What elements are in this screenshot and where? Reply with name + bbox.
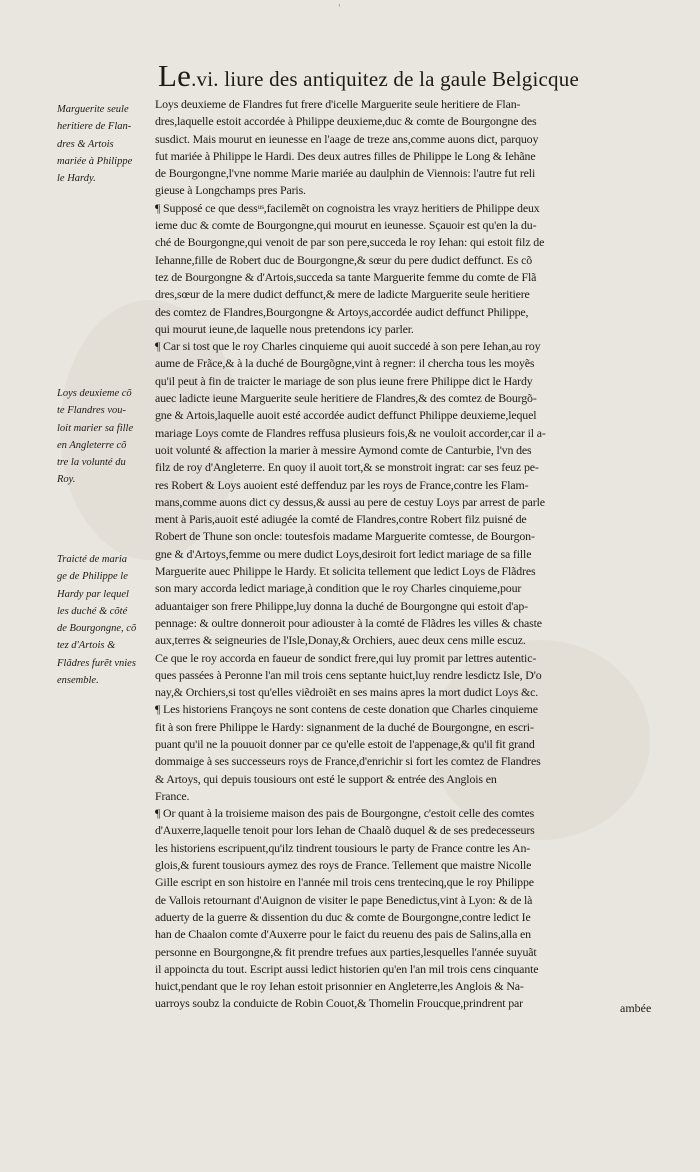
body-line: ché de Bourgongne,qui venoit de par son pere,succeda le roy Iehan: qui estoit filz de (155, 235, 545, 250)
body-line: aume de Frãce,& à la duché de Bourgõgne,vint à regner: il chercha tous les moyẽs (155, 356, 535, 371)
margin-note-line: Traicté de maria (57, 554, 127, 565)
margin-note-line: ge de Philippe le (57, 571, 128, 583)
catchword: ambée (620, 1001, 652, 1015)
body-line: fit à son frere Philippe le Hardy: signanment de la duché de Bourgongne, en escri- (155, 719, 534, 734)
body-line: fut mariée à Philippe le Hardi. Des deux autres filles de Philippe le Long & Iehãne (155, 148, 536, 163)
margin-note-line: dres & Artois (57, 138, 114, 150)
body-line: Robert de Thune son oncle: toutesfois madame Marguerite comtesse, de Bourgon- (155, 529, 535, 544)
body-line: de Vallois retournant d'Auignon de visiter le pape Benedictus,vint à Lyon: & de là (155, 892, 533, 907)
body-line: glois,& furent tousiours aymez des roys de France. Tellement que maistre Nicolle (155, 858, 532, 873)
margin-note-line: te Flandres vou- (57, 405, 127, 417)
body-line: qui mourut ieune,de laquelle nous pretendons icy parler. (155, 321, 414, 336)
body-line: il appoincta du tout. Escript aussi ledict historien qu'en l'an mil trois cens cinquante (155, 961, 539, 976)
margin-note-line: les duché & cõté (57, 605, 128, 617)
body-line: mans,comme auons dict cy dessus,& aussi au pere de cestuy Loys par arrest de parle (155, 494, 545, 509)
running-head-initial: Le (158, 58, 192, 93)
body-line: dres,laquelle estoit accordée à Philippe deuxieme,duc & comte de Bourgongne des (155, 114, 537, 129)
body-line: huict,pendant que le roy Iehan estoit prisonnier en Angleterre,les Anglois & Na- (155, 979, 524, 994)
body-text (155, 96, 677, 1013)
body-line: uarroys soubz la conduicte de Robin Couot,& Thomelin Froucque,prindrent par (155, 996, 523, 1011)
body-line: mariage Loys comte de Flandres reffusa plusieurs fois,& ne vouloit accorder,car il a- (155, 425, 546, 440)
body-line: personne en Bourgongne,& fit prendre trefues aux parties,lesquelles l'année suyuãt (155, 944, 537, 959)
margin-note-line: Roy. (57, 474, 76, 486)
margin-note (57, 385, 153, 489)
body-line: puant qu'il ne la pouuoit donner par ce qu'elle estoit de l'appenage,& qu'il fit grand (155, 736, 535, 751)
body-line: gne & d'Artoys,femme ou mere dudict Loys,desiroit fort ledict mariage de sa fille (155, 546, 532, 561)
body-line: ¶ Or quant à la troisieme maison des pais de Bourgongne, c'estoit celle des comtes (155, 806, 535, 821)
margin-note-line: mariée à Philippe (57, 155, 133, 167)
body-line: filz de roy d'Angleterre. En quoy il auoit tort,& se monstroit ingrat: car ses feuz pe- (155, 460, 539, 475)
body-line: aux,terres & seigneuries de l'Isle,Donay,& Orchiers, auec deux cens mille escuz. (155, 633, 526, 648)
body-line: uoit volunté & affection la marier à messire Aymond comte de Canturbie, l'vn des (155, 442, 532, 457)
body-line: son mary accorda ledict mariage,à condition que le roy Charles cinquieme,pour (155, 581, 522, 596)
body-line: ¶ Car si tost que le roy Charles cinquieme qui auoit succedé à son pere Iehan,au roy (155, 339, 541, 354)
body-line: res Robert & Loys auoient esté deffenduz par les roys de France,contre les Flam- (155, 477, 529, 492)
body-line: dres,sœur de la mere dudict deffunct,& mere de ladicte Marguerite seule heritiere (155, 287, 530, 302)
body-line: ques passées à Peronne l'an mil trois cens septante huict,luy rendre lesdictz Isle, D'o (155, 667, 542, 682)
running-head-title: .vi. liure des antiquitez de la gaule Belgicque (191, 67, 579, 91)
body-line: tez de Bourgongne & d'Artois,succeda sa tante Marguerite femme du comte de Flã (155, 269, 537, 284)
body-line: les historiens escripuent,qu'ilz tindrent tousiours le party de France contre les An- (155, 840, 531, 855)
body-line: ieme duc & comte de Bourgongne,qui mourut en ieunesse. Sçauoir est qu'en la du- (155, 218, 537, 233)
body-line: ¶ Supposé ce que dessᵘˢ,facilemẽt on cognoistra les vrayz heritiers de Philippe deux (155, 200, 540, 215)
body-line: dommaige à ses successeurs roys de France,d'enrichir si fort les comtez de Flandres (155, 754, 541, 769)
margin-note-line: Hardy par lequel (57, 588, 129, 600)
body-line: ¶ Les historiens Françoys ne sont contens de ceste donation que Charles cinquieme (155, 702, 538, 717)
body-line: auec ladicte ieune Marguerite seule heritiere de Flandres,& des comtez de Bourgõ- (155, 391, 537, 406)
body-line: pennage: & oultre donneroit pour adiouster à la comté de Flãdres les villes & chaste (155, 615, 542, 630)
body-line: des comtez de Flandres,Bourgongne & Artoys,accordée audict deffunct Philippe, (155, 304, 529, 319)
margin-note-line: tre la volunté du (57, 457, 126, 469)
margin-note-line: le Hardy. (57, 173, 96, 185)
edge-mark: ' (338, 4, 341, 14)
body-line: ment à Paris,auoit esté adiugée la comté de Flandres,contre Robert filz puisné de (155, 512, 527, 527)
margin-note-line: Marguerite seule (57, 104, 129, 115)
body-line: qu'il peut à fin de traicter le mariage de son plus ieune frere Philippe dict le Hardy (155, 373, 533, 388)
margin-note-line: en Angleterre cõ (57, 439, 127, 451)
body-line: Ce que le roy accorda en faueur de sondict frere,qui luy promit par lettres autentic- (155, 650, 537, 665)
body-line: de Bourgongne,l'vne nomme Marie mariée au daulphin de Viennois: l'autre fut reli (155, 166, 536, 181)
body-line: Gille escript en son histoire en l'année mil trois cens trentecinq,que le roy Philippe (155, 875, 534, 890)
margin-note (57, 101, 153, 187)
body-line: France. (155, 788, 190, 803)
body-line: & Artoys, qui depuis tousiours ont esté le support & entrée des Anglois en (155, 771, 497, 786)
margin-note-line: Loys deuxieme cõ (57, 388, 132, 399)
margin-note-line: ensemble. (57, 675, 99, 687)
body-line: aduerty de la guerre & dissention du duc & comte de Bourgongne,contre ledict Ie (155, 909, 531, 924)
margin-note-line: heritiere de Flan- (57, 121, 132, 133)
margin-note-line: tez d'Artois & (57, 640, 116, 652)
body-line: gne & Artois,laquelle auoit esté accordée audict deffunct Philippe deuxieme,lequel (155, 408, 537, 423)
body-line: Iehanne,fille de Robert duc de Bourgongne,& sœur du pere dudict deffunct. Es cõ (155, 252, 533, 267)
margin-note (57, 551, 153, 689)
running-head (158, 58, 678, 94)
body-line: han de Chaalon comte d'Auxerre pour le faict du reuenu des pais de Salins,alla en (155, 927, 531, 942)
body-line: susdict. Mais mourut en ieunesse en l'aage de treze ans,comme auons dict, parquoy (155, 131, 539, 146)
body-line: gieuse à Longchamps pres Paris. (155, 183, 306, 198)
body-line: nay,& Orchiers,si tost qu'elles viẽdroiẽt en ses mains apres la mort dudict Loys &c. (155, 685, 539, 700)
body-line: Marguerite auec Philippe le Hardy. Et solicita tellement que ledict Loys de Flãdres (155, 564, 536, 579)
body-line: d'Auxerre,laquelle tenoit pour lors Iehan de Chaalõ duquel & de ses predecesseurs (155, 823, 535, 838)
margin-note-line: loit marier sa fille (57, 422, 134, 434)
margin-note-line: Flãdres furẽt vnies (57, 657, 136, 669)
body-line: Loys deuxieme de Flandres fut frere d'icelle Marguerite seule heritiere de Flan- (155, 97, 521, 111)
margin-note-line: de Bourgongne, cõ (57, 623, 137, 635)
body-line: aduantaiger son frere Philippe,luy donna la duché de Bourgongne qui estoit d'ap- (155, 598, 528, 613)
